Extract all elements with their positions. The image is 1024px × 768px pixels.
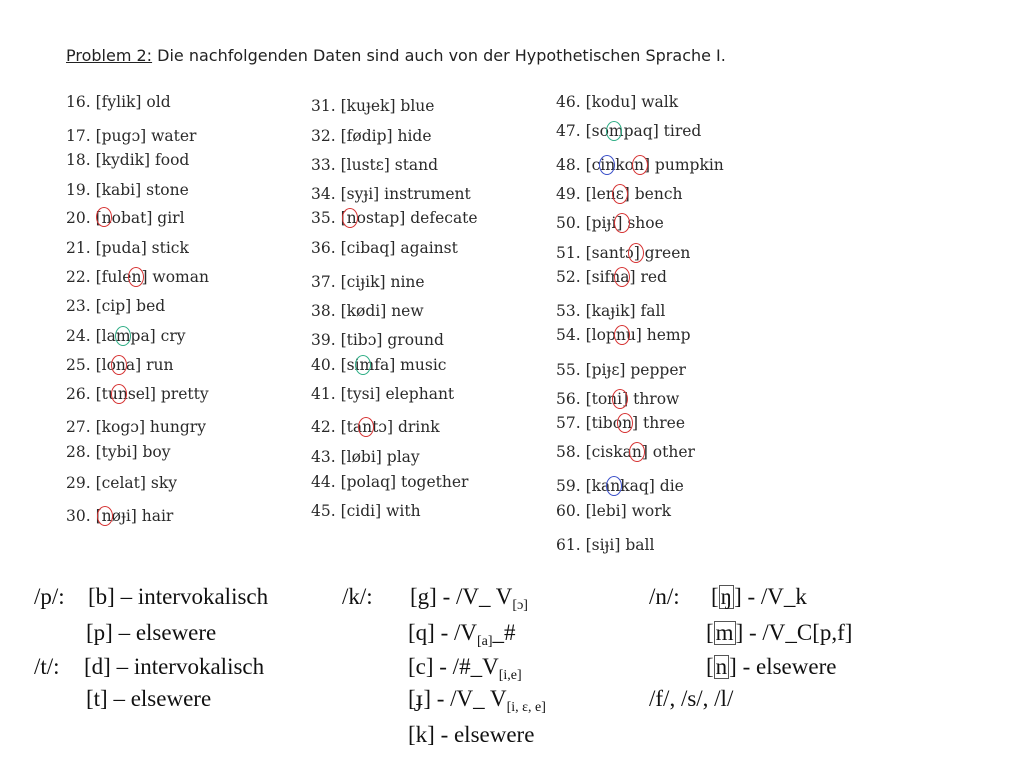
list-item: 20. [nobat] girl (66, 209, 185, 227)
rule-k-1: [g] - /V_ $V_{[ɔ]}$ (410, 584, 528, 613)
rule-n-3: [n] - elsewere (706, 654, 837, 679)
list-item: 37. [ciɟik] nine (311, 273, 425, 291)
rule-n-2: [m] - /V_C[p,f] (706, 620, 853, 645)
list-item: 50. [piɟi] shoe (556, 214, 664, 232)
list-item: 56. [toni] throw (556, 390, 680, 408)
list-item: 39. [tibɔ] ground (311, 331, 444, 349)
list-item: 28. [tybi] boy (66, 443, 171, 461)
list-item: 42. [tantɔ] drink (311, 418, 440, 436)
rule-p-head: /p/: (34, 584, 65, 609)
list-item: 36. [cibaq] against (311, 239, 458, 257)
blue-circle-mark (606, 476, 622, 496)
list-item: 18. [kydik] food (66, 151, 190, 169)
red-circle-mark (612, 184, 628, 204)
list-item: 54. [lopnu] hemp (556, 326, 691, 344)
list-item: 25. [lona] run (66, 356, 174, 374)
list-item: 51. [santɔ] green (556, 244, 691, 262)
boxed-symbol: m (715, 620, 734, 645)
list-item: 44. [polaq] together (311, 473, 469, 491)
list-item: 17. [pugɔ] water (66, 127, 197, 145)
rule-k-5: [k] - elsewere (408, 722, 535, 747)
problem-label: Problem 2: (66, 46, 153, 65)
list-item: 22. [fulen] woman (66, 268, 209, 286)
list-item: 49. [lenɛ] bench (556, 185, 683, 203)
red-circle-mark (629, 442, 645, 462)
list-item: 29. [celat] sky (66, 474, 177, 492)
red-circle-mark (612, 389, 628, 409)
list-item: 55. [piɟɛ] pepper (556, 361, 686, 379)
list-item: 26. [tunsel] pretty (66, 385, 209, 403)
green-circle-mark (606, 121, 622, 141)
list-item: 23. [cip] bed (66, 297, 166, 315)
red-circle-mark (632, 155, 648, 175)
boxed-symbol: n (715, 654, 728, 679)
list-item: 21. [puda] stick (66, 239, 189, 257)
list-item: 35. [nostap] defecate (311, 209, 478, 227)
rule-k-3: $[c] - /\#\_V_{[i,e]}$ (408, 654, 522, 683)
rule-k-4: [ɟ] - /V_ $V_{[i, ɛ, e]}$ (408, 686, 546, 715)
list-item: 61. [siɟi] ball (556, 536, 655, 554)
red-circle-mark (128, 267, 144, 287)
list-item: 30. [nøɟi] hair (66, 507, 174, 525)
list-item: 41. [tysi] elephant (311, 385, 455, 403)
list-item: 33. [lustɛ] stand (311, 156, 439, 174)
red-circle-mark (358, 417, 374, 437)
list-item: 52. [sifna] red (556, 268, 667, 286)
list-item: 48. [cinkon] pumpkin (556, 156, 724, 174)
list-item: 38. [kødi] new (311, 302, 424, 320)
red-circle-mark (97, 506, 113, 526)
list-item: 47. [sompaq] tired (556, 122, 702, 140)
rule-t-1: [d] – intervokalisch (84, 654, 265, 679)
list-item: 59. [kankaq] die (556, 477, 684, 495)
list-item: 32. [fødip] hide (311, 127, 432, 145)
rule-p-2: [p] – elsewere (86, 620, 217, 645)
boxed-symbol: ŋ (720, 584, 733, 609)
rule-t-2: [t] – elsewere (86, 686, 212, 711)
rule-p-1: [b] – intervokalisch (88, 584, 269, 609)
list-item: 43. [løbi] play (311, 448, 420, 466)
list-item: 53. [kaɟik] fall (556, 302, 666, 320)
list-item: 45. [cidi] with (311, 502, 421, 520)
rule-other: /f/, /s/, /l/ (649, 686, 734, 711)
list-item: 58. [ciskan] other (556, 443, 695, 461)
list-item: 19. [kabi] stone (66, 181, 189, 199)
rule-k-2: $[q] - /V_{[a]}\_\#$ (408, 620, 516, 649)
list-item: 24. [lampa] cry (66, 327, 186, 345)
red-circle-mark (628, 243, 644, 263)
list-item: 16. [fylik] old (66, 93, 171, 111)
rule-n-1: [ŋ] - /V_k (711, 584, 807, 609)
problem-description: Die nachfolgenden Daten sind auch von der Hypothetischen Sprache I. (152, 46, 726, 65)
rule-n-head: /n/: (649, 584, 680, 609)
red-circle-mark (111, 355, 127, 375)
list-item: 60. [lebi] work (556, 502, 672, 520)
rule-t-head: /t/: (34, 654, 60, 679)
red-circle-mark (96, 207, 112, 227)
blue-circle-mark (599, 155, 615, 175)
problem-title (66, 46, 726, 65)
list-item: 31. [kuɟek] blue (311, 97, 435, 115)
list-item: 34. [syɟi] instrument (311, 185, 471, 203)
green-circle-mark (355, 355, 371, 375)
red-circle-mark (614, 213, 630, 233)
red-circle-mark (111, 384, 127, 404)
red-circle-mark (617, 413, 633, 433)
list-item: 40. [simfa] music (311, 356, 447, 374)
list-item: 46. [kodu] walk (556, 93, 679, 111)
rule-k-head: /k/: (342, 584, 373, 609)
red-circle-mark (342, 208, 358, 228)
list-item: 57. [tibon] three (556, 414, 685, 432)
red-circle-mark (614, 325, 630, 345)
list-item: 27. [kogɔ] hungry (66, 418, 206, 436)
green-circle-mark (115, 326, 131, 346)
red-circle-mark (614, 267, 630, 287)
